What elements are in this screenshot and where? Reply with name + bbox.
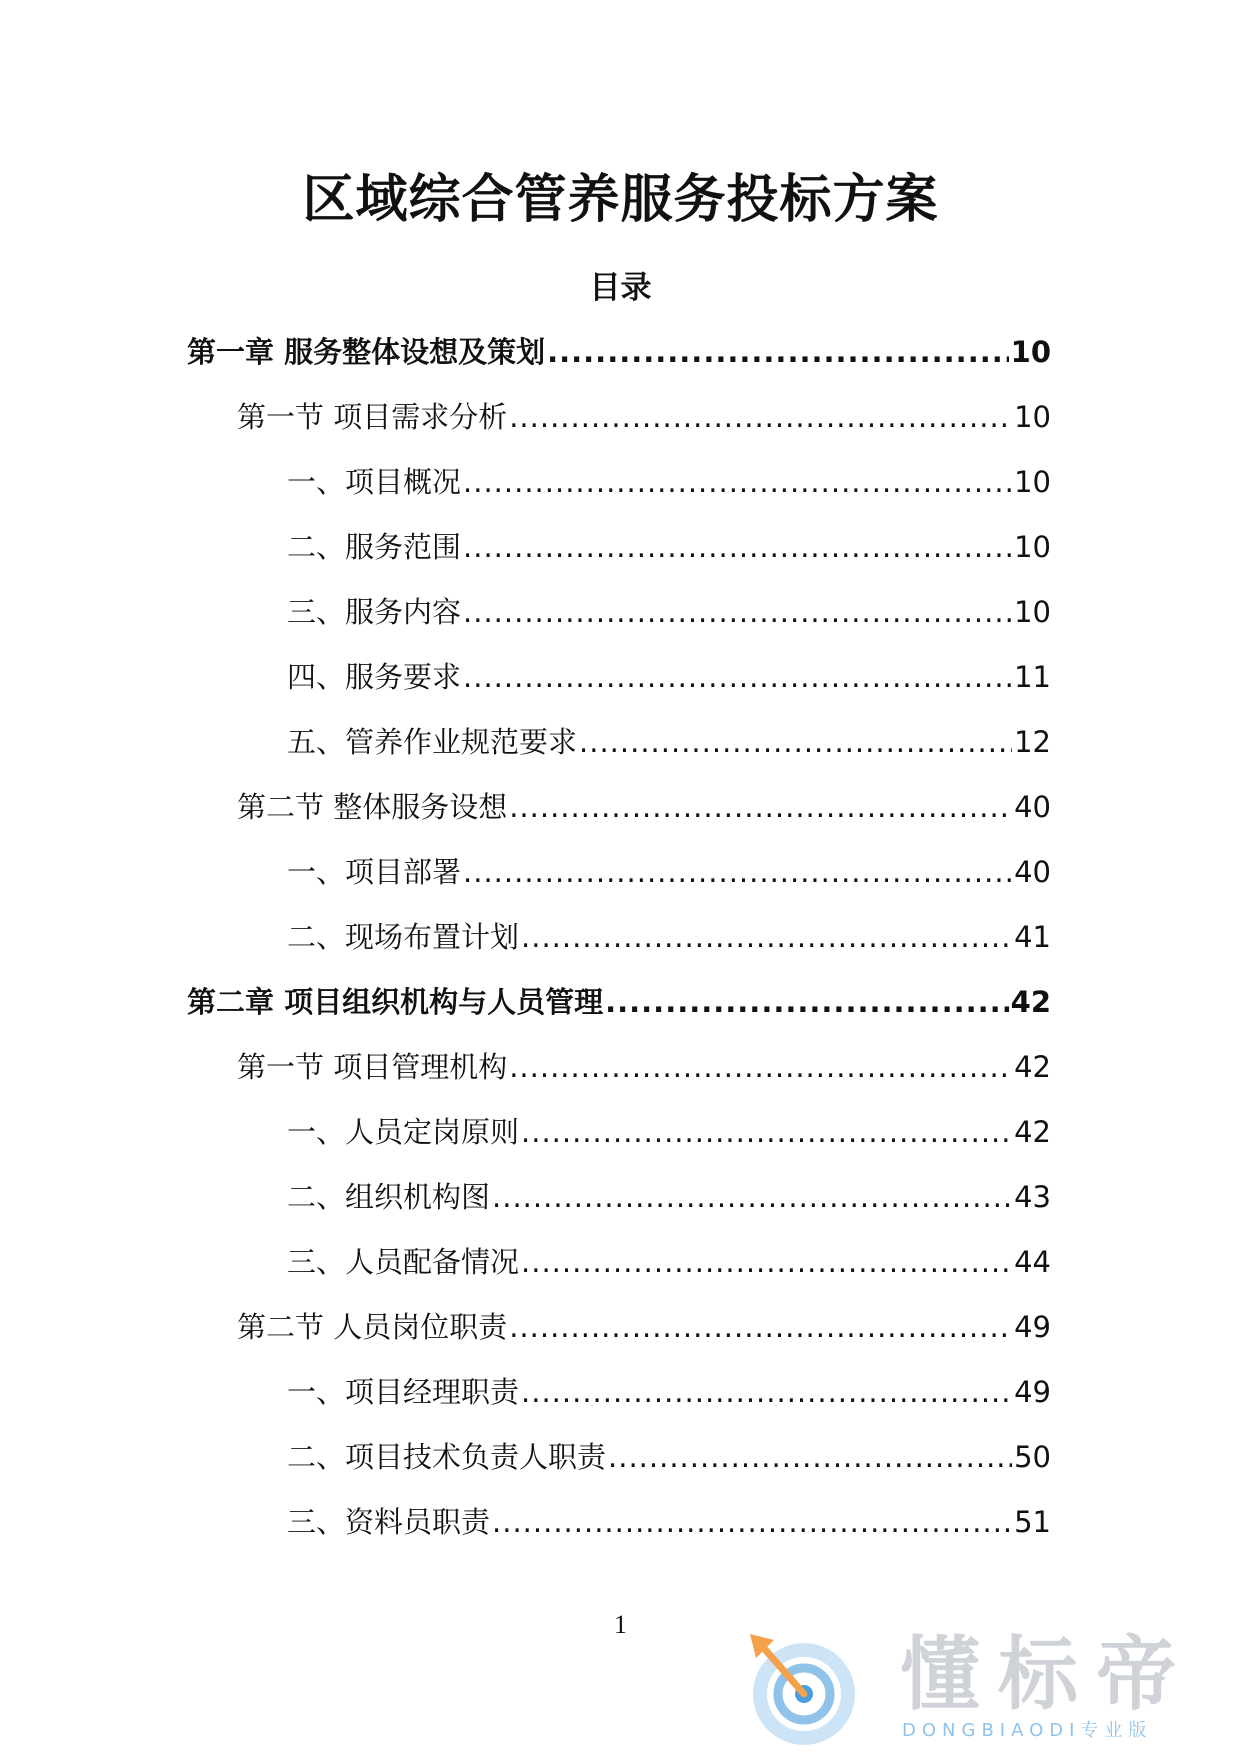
toc-entry-page: 10 [1014, 400, 1051, 434]
toc-entry-title: 第二节 整体服务设想 [237, 790, 508, 824]
toc-entry[interactable] [187, 1437, 1051, 1502]
dot-leader [509, 1307, 1012, 1347]
document-title: 区域综合管养服务投标方案 [302, 170, 939, 230]
toc-entry-page: 51 [1014, 1505, 1051, 1539]
toc-entry[interactable] [187, 397, 1051, 462]
toc-entry-title: 一、项目概况 [287, 465, 462, 499]
toc-entry[interactable] [187, 1502, 1051, 1567]
toc-entry[interactable] [187, 527, 1051, 592]
toc-entry[interactable] [187, 1047, 1051, 1112]
toc-entry-page: 42 [1014, 1050, 1051, 1084]
toc-heading: 目录 [589, 270, 652, 306]
dot-leader [463, 592, 1012, 632]
toc-entry-page: 10 [1010, 335, 1051, 369]
toc-entry-title: 第二节 人员岗位职责 [237, 1310, 508, 1344]
toc-entry[interactable] [187, 1242, 1051, 1307]
toc-entry-title: 四、服务要求 [287, 660, 462, 694]
dot-leader [463, 852, 1012, 892]
toc-entry-title: 五、管养作业规范要求 [287, 725, 578, 759]
dot-leader [547, 332, 1009, 372]
toc-entry-title: 三、资料员职责 [287, 1505, 491, 1539]
dot-leader [509, 787, 1012, 827]
toc-entry[interactable] [187, 1307, 1051, 1372]
page-number: 1 [614, 1610, 627, 1639]
toc-entry-page: 43 [1014, 1180, 1051, 1214]
target-arrow-icon [740, 1628, 876, 1746]
dot-leader [463, 527, 1012, 567]
dot-leader [492, 1177, 1012, 1217]
toc-entry[interactable] [187, 982, 1051, 1047]
toc-entry-page: 42 [1014, 1115, 1051, 1149]
toc-entry-page: 42 [1010, 985, 1051, 1019]
toc-entry[interactable] [187, 332, 1051, 397]
dot-leader [509, 397, 1012, 437]
dot-leader [463, 657, 1012, 697]
toc-entry[interactable] [187, 852, 1051, 917]
dot-leader [521, 1242, 1012, 1282]
watermark-subtitle: DONGBIAODI专业版 [902, 1720, 1153, 1741]
toc-entry-page: 40 [1014, 855, 1051, 889]
dot-leader [521, 1112, 1012, 1152]
toc-entry[interactable] [187, 462, 1051, 527]
toc-entry-title: 一、项目经理职责 [287, 1375, 520, 1409]
toc-entry[interactable] [187, 1177, 1051, 1242]
toc-entry-page: 50 [1014, 1440, 1051, 1474]
toc-entry-page: 49 [1014, 1375, 1051, 1409]
toc-entry-title: 第一章 服务整体设想及策划 [187, 335, 546, 369]
toc-entry-title: 二、组织机构图 [287, 1180, 491, 1214]
dot-leader [605, 982, 1009, 1022]
toc-entry-page: 44 [1014, 1245, 1051, 1279]
dot-leader [521, 917, 1012, 957]
toc-entry-title: 二、服务范围 [287, 530, 462, 564]
dot-leader [509, 1047, 1012, 1087]
table-of-contents [187, 332, 1051, 1567]
toc-entry[interactable] [187, 722, 1051, 787]
toc-entry[interactable] [187, 1112, 1051, 1177]
toc-entry-title: 一、项目部署 [287, 855, 462, 889]
dot-leader [579, 722, 1012, 762]
toc-entry-title: 一、人员定岗原则 [287, 1115, 520, 1149]
toc-entry-title: 第二章 项目组织机构与人员管理 [187, 985, 604, 1019]
dot-leader [521, 1372, 1012, 1412]
toc-entry-title: 二、项目技术负责人职责 [287, 1440, 607, 1474]
toc-entry-title: 三、人员配备情况 [287, 1245, 520, 1279]
watermark-brand: 懂标帝 [900, 1628, 1194, 1721]
toc-entry-page: 49 [1014, 1310, 1051, 1344]
toc-entry-page: 10 [1014, 530, 1051, 564]
dot-leader [608, 1437, 1012, 1477]
toc-entry-page: 10 [1014, 595, 1051, 629]
toc-entry[interactable] [187, 917, 1051, 982]
toc-entry-title: 二、现场布置计划 [287, 920, 520, 954]
toc-entry-page: 10 [1014, 465, 1051, 499]
toc-entry[interactable] [187, 592, 1051, 657]
dot-leader [463, 462, 1012, 502]
toc-entry-page: 12 [1014, 725, 1051, 759]
toc-entry-page: 41 [1014, 920, 1051, 954]
toc-entry[interactable] [187, 787, 1051, 852]
toc-entry-page: 11 [1014, 660, 1051, 694]
toc-entry[interactable] [187, 1372, 1051, 1437]
toc-entry-page: 40 [1014, 790, 1051, 824]
toc-entry-title: 第一节 项目管理机构 [237, 1050, 508, 1084]
toc-entry-title: 第一节 项目需求分析 [237, 400, 508, 434]
dot-leader [492, 1502, 1012, 1542]
toc-entry-title: 三、服务内容 [287, 595, 462, 629]
watermark [740, 1628, 1220, 1746]
toc-entry[interactable] [187, 657, 1051, 722]
